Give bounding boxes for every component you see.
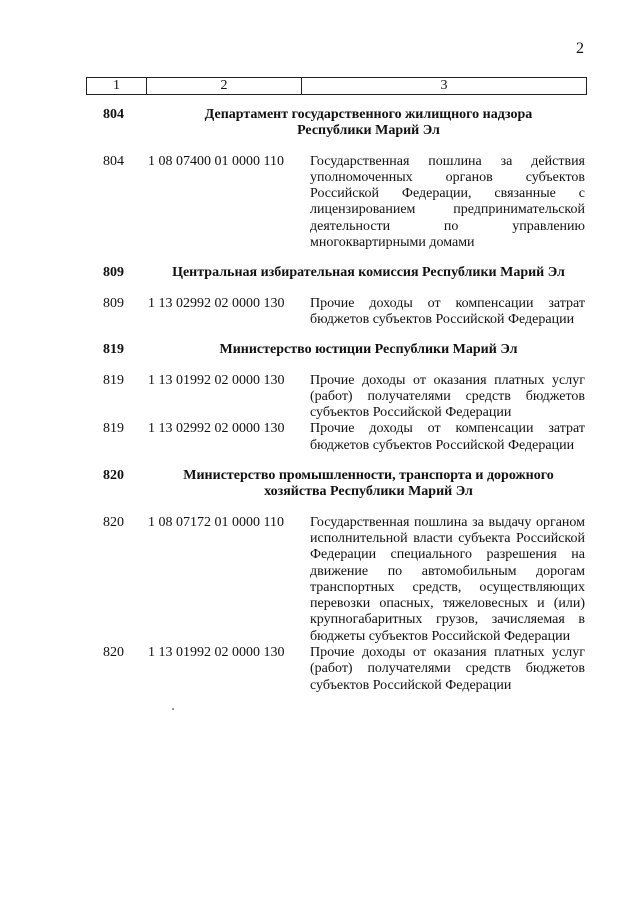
admin-code: 819 — [103, 421, 124, 437]
revenue-description: Прочие доходы от оказания платных услуг (работ) получателями средств бюджетов субъектов Российской Федерации — [310, 372, 585, 421]
table-row — [103, 373, 585, 422]
budget-classification-code: 1 08 07172 01 0000 110 — [148, 514, 284, 530]
department-code: 804 — [103, 107, 124, 122]
admin-code: 809 — [103, 295, 124, 311]
header-col-1: 1 — [87, 78, 147, 94]
budget-classification-code: 1 13 01992 02 0000 130 — [148, 645, 285, 661]
table-header-row — [86, 77, 587, 95]
header-col-3: 3 — [440, 78, 448, 93]
table-row — [103, 645, 585, 694]
table-row — [103, 154, 585, 252]
budget-classification-code: 1 13 02992 02 0000 130 — [148, 295, 285, 311]
table-row — [103, 421, 585, 454]
department-heading — [103, 342, 585, 358]
admin-code: 804 — [103, 153, 124, 169]
budget-classification-code: 1 13 01992 02 0000 130 — [148, 372, 285, 388]
department-name: Центральная избирательная комиссия Республики Марий Эл — [172, 265, 565, 281]
page-number: 2 — [576, 40, 584, 57]
department-heading — [103, 107, 585, 140]
budget-classification-code: 1 08 07400 01 0000 110 — [148, 153, 284, 169]
department-code: 809 — [103, 265, 124, 281]
header-col-2: 2 — [147, 78, 302, 94]
revenue-description: Прочие доходы от компенсации затрат бюджетов субъектов Российской Федерации — [310, 421, 585, 453]
table-row — [103, 296, 585, 329]
department-heading — [103, 265, 585, 281]
department-heading — [103, 468, 585, 501]
department-code: 819 — [103, 342, 124, 358]
table-row — [103, 515, 585, 645]
admin-code: 819 — [103, 372, 124, 388]
department-code: 820 — [103, 468, 124, 484]
revenue-description: Государственная пошлина за действия уполномоченных органов субъектов Российской Федерации, связанные с лицензированием предпринимательской деятельности по управлению многоквартирными домами — [310, 153, 585, 251]
department-name: Министерство промышленности, транспорта и дорожного хозяйства Республики Марий Эл — [183, 468, 554, 500]
department-name: Министерство юстиции Республики Марий Эл — [219, 342, 518, 358]
department-name: Департамент государственного жилищного надзора Республики Марий Эл — [204, 107, 533, 139]
admin-code: 820 — [103, 645, 124, 661]
budget-classification-code: 1 13 02992 02 0000 130 — [148, 421, 285, 437]
scan-speck — [172, 708, 174, 710]
revenue-description: Прочие доходы от компенсации затрат бюджетов субъектов Российской Федерации — [310, 295, 585, 327]
admin-code: 820 — [103, 514, 124, 530]
revenue-table — [103, 107, 585, 694]
revenue-description: Прочие доходы от оказания платных услуг (работ) получателями средств бюджетов субъектов Российской Федерации — [310, 645, 585, 693]
revenue-description: Государственная пошлина за выдачу органом исполнительной власти субъекта Российской Федерации специального разрешения на движение по автомобильным дорогам транспортных средств, осуществляющих перевозки опасных, тяжеловесных и (или) крупногабаритных грузов, зачисляемая в бюджеты субъектов Российской Федерации — [310, 514, 585, 644]
